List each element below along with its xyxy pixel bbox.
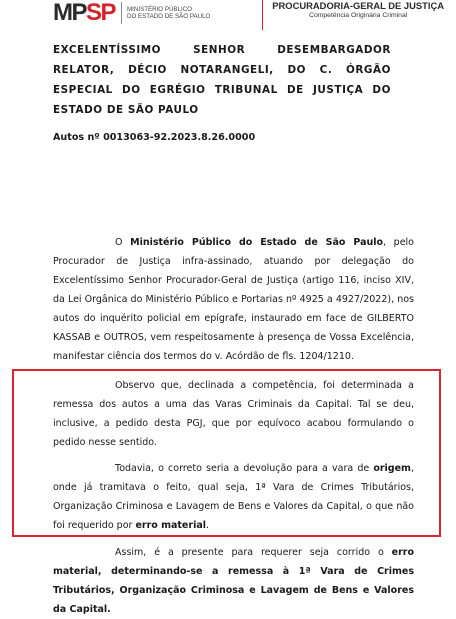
logo-divider (121, 2, 122, 24)
org-subtitle: Competência Originária Criminal (309, 12, 408, 19)
emphasis-erro-material: erro material (135, 520, 206, 531)
party-name: Ministério Público do Estado de São Paulo (130, 237, 384, 248)
paragraph-correction: Todavia, o correto seria a devolução para a vara de origem, onde já tramitava o feito, qual seja, 1ª Vara de Crimes Tributários, Organização Criminosa e Lavagem de Bens e Valores da Capital, o que não foi requerido por erro material. (53, 463, 414, 531)
mpsp-logo (53, 0, 210, 26)
logo-subtitle: MINISTÉRIO PÚBLICO DO ESTADO DE SÃO PAULO (127, 6, 211, 20)
organization-heading (272, 0, 444, 20)
addressee-heading: EXCELENTÍSSIMO SENHOR DESEMBARGADOR RELATOR, DÉCIO NOTARANGELI, DO C. ÓRGÃO ESPECIAL DO EGRÉGIO TRIBUNAL DE JUSTIÇA DO ESTADO DE SÃO PAULO (53, 44, 391, 116)
paragraph-observation: Observo que, declinada a competência, foi determinada a remessa dos autos a uma das Varas Criminais da Capital. Tal se deu, inclusive, a pedido desta PGJ, que por equívoco acabou formulando o pedido nesse sentido. (53, 380, 414, 448)
logo-mp: MP (53, 0, 86, 26)
paragraph-intro: O Ministério Público do Estado de São Paulo, pelo Procurador de Justiça infra-assinado, atuando por delegação do Excelentíssimo Senhor Procurador-Geral de Justiça (artigo 116, inciso XIV, da Lei Orgânica do Ministério Público e Portarias nº 4925 a 4927/2022), nos autos do inquérito policial em epígrafe, instaurado em face de GILBERTO KASSAB e OUTROS, vem respeitosamente à presença de Vossa Excelência, manifestar ciência dos termos do v. Acórdão de fls. 1204/1210. (53, 237, 414, 362)
case-number: Autos nº 0013063-92.2023.8.26.0000 (53, 132, 256, 143)
request-text: , determinando-se a remessa à 1ª Vara de Crimes Tributários, Organização Criminosa e Lavagem de Bens e Valores da Capital. (53, 566, 414, 615)
org-name: PROCURADORIA-GERAL DE JUSTIÇA (272, 0, 444, 11)
emphasis-erro-material-2: erro material (53, 547, 414, 577)
emphasis-origem: origem (373, 463, 411, 474)
logo-sp: SP (86, 0, 116, 26)
paragraph-request: Assim, é a presente para requerer seja corrido o erro material, determinando-se a remessa à 1ª Vara de Crimes Tributários, Organização Criminosa e Lavagem de Bens e Valores da Capital. (53, 547, 414, 615)
header-divider (262, 0, 263, 30)
page-header (0, 0, 456, 30)
